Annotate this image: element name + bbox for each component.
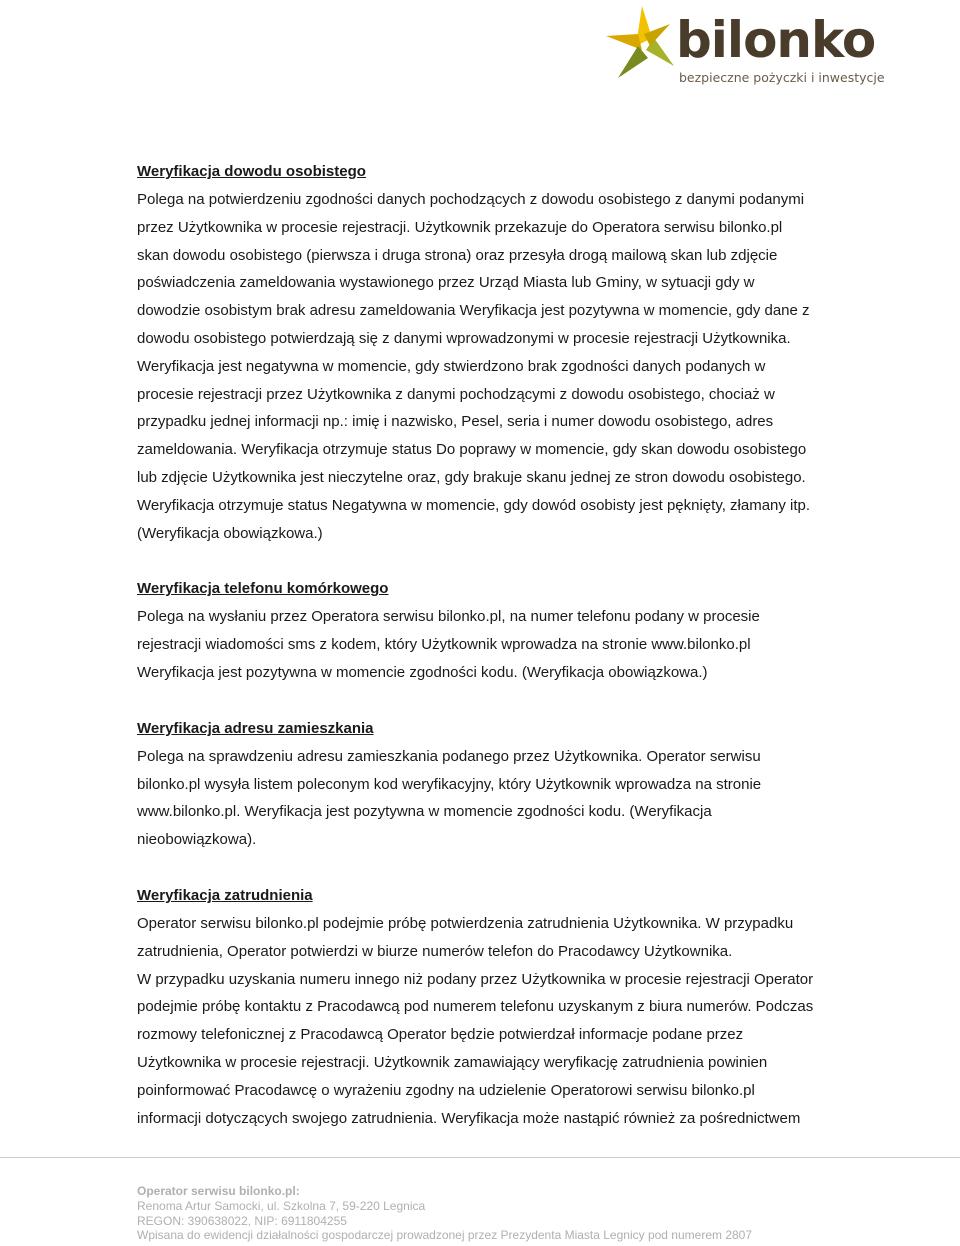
section-address-verification: [137, 715, 877, 854]
text-line: poświadczenia zameldowania wystawionego przez Urząd Miasta lub Gminy, w sytuacji gdy w: [137, 274, 755, 292]
text-line: dowodzie osobistym brak adresu zameldowania Weryfikacja jest pozytywna w momencie, gdy dane z: [137, 302, 810, 320]
star-logo-icon: [604, 6, 678, 80]
footer-divider: [0, 1157, 960, 1158]
footer-title: Operator serwisu bilonko.pl:: [137, 1184, 300, 1198]
document-body: [137, 158, 877, 1132]
section-phone-verification: [137, 575, 877, 686]
brand-wordmark: bilonko: [676, 11, 876, 69]
text-line: rozmowy telefonicznej z Pracodawcą Operator będzie potwierdzał informacje podane przez: [137, 1026, 744, 1044]
text-line: Polega na sprawdzeniu adresu zamieszkania podanego przez Użytkownika. Operator serwisu: [137, 747, 761, 765]
footer-line: REGON: 390638022, NIP: 6911804255: [137, 1213, 347, 1228]
text-line: www.bilonko.pl. Weryfikacja jest pozytywna w momencie zgodności kodu. (Weryfikacja: [137, 803, 712, 821]
text-line: (Weryfikacja obowiązkowa.): [137, 524, 323, 542]
section-heading: Weryfikacja telefonu komórkowego: [137, 580, 389, 598]
section-heading: Weryfikacja adresu zamieszkania: [137, 719, 374, 737]
text-line: Operator serwisu bilonko.pl podejmie próbę potwierdzenia zatrudnienia Użytkownika. W przypadku: [137, 914, 794, 932]
text-line: przez Użytkownika w procesie rejestracji. Użytkownik przekazuje do Operatora serwisu bilonko.pl: [137, 218, 783, 236]
section-heading: Weryfikacja zatrudnienia: [137, 886, 313, 904]
page-footer: [137, 1184, 937, 1243]
text-line: podejmie próbę kontaktu z Pracodawcą pod numerem telefonu uzyskanym z biura numerów. Podczas: [137, 998, 814, 1016]
section-heading: Weryfikacja dowodu osobistego: [137, 163, 366, 180]
text-line: rejestracji wiadomości sms z kodem, który Użytkownik wprowadza na stronie www.bilonko.pl: [137, 636, 751, 654]
section-id-verification: [137, 158, 877, 547]
footer-line: Wpisana do ewidencji działalności gospodarczej prowadzonej przez Prezydenta Miasta Legnicy pod numerem 2807: [137, 1228, 753, 1242]
brand-logo: [604, 6, 885, 90]
section-spacer: [137, 547, 877, 575]
text-line: Weryfikacja jest negatywna w momencie, gdy stwierdzono brak zgodności danych podanych w: [137, 357, 766, 375]
section-spacer: [137, 854, 877, 882]
text-line: poinformować Pracodawcę o wyrażeniu zgodny na udzielenie Operatorowi serwisu bilonko.pl: [137, 1081, 755, 1099]
section-spacer: [137, 687, 877, 715]
text-line: zameldowania. Weryfikacja otrzymuje status Do poprawy w momencie, gdy skan dowodu osobistego: [137, 441, 807, 459]
text-line: procesie rejestracji przez Użytkownika z danymi pochodzącymi z dowodu osobistego, chociaż w: [137, 385, 775, 403]
text-line: dowodu osobistego potwierdzają się z danymi wprowadzonymi w procesie rejestracji Użytkownika.: [137, 329, 791, 347]
text-line: Weryfikacja otrzymuje status Negatywna w momencie, gdy dowód osobisty jest pęknięty, złamany itp.: [137, 496, 811, 514]
footer-line: Renoma Artur Samocki, ul. Szkolna 7, 59-220 Legnica: [137, 1199, 426, 1213]
text-line: nieobowiązkowa).: [137, 831, 257, 849]
text-line: zatrudnienia, Operator potwierdzi w biurze numerów telefon do Pracodawcy Użytkownika.: [137, 942, 733, 960]
text-line: Weryfikacja jest pozytywna w momencie zgodności kodu. (Weryfikacja obowiązkowa.): [137, 663, 708, 681]
text-line: skan dowodu osobistego (pierwsza i druga strona) oraz przesyła drogą mailową skan lub zdjęcie: [137, 246, 778, 264]
text-line: W przypadku uzyskania numeru innego niż podany przez Użytkownika w procesie rejestracji Operator: [137, 970, 814, 988]
brand-tagline: bezpieczne pożyczki i inwestycje: [679, 70, 885, 85]
section-employment-verification: [137, 882, 877, 1132]
text-line: Użytkownika w procesie rejestracji. Użytkownik zamawiający weryfikację zatrudnienia powinien: [137, 1053, 768, 1071]
text-line: bilonko.pl wysyła listem poleconym kod weryfikacyjny, który Użytkownik wprowadza na stronie: [137, 775, 762, 793]
text-line: Polega na potwierdzeniu zgodności danych pochodzących z dowodu osobistego z danymi podanymi: [137, 191, 805, 208]
text-line: Polega na wysłaniu przez Operatora serwisu bilonko.pl, na numer telefonu podany w procesie: [137, 608, 760, 626]
text-line: przypadku jednej informacji np.: imię i nazwisko, Pesel, seria i numer dowodu osobistego, adres: [137, 413, 774, 431]
text-line: informacji dotyczących swojego zatrudnienia. Weryfikacja może nastąpić również za pośrednictwem: [137, 1109, 801, 1127]
text-line: lub zdjęcie Użytkownika jest nieczytelne oraz, gdy brakuje skanu jednej ze stron dowodu osobistego.: [137, 468, 806, 486]
